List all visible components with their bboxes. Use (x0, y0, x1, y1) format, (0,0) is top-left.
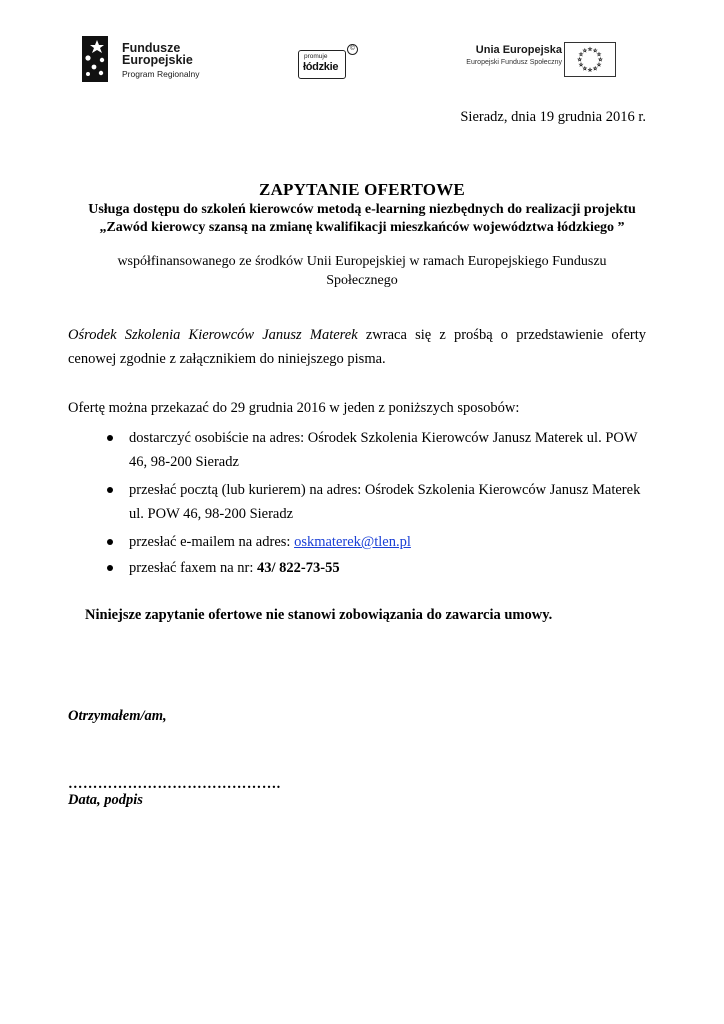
eu-star (579, 53, 582, 56)
signature-line: ……………………………………. (68, 776, 281, 792)
lodz-logo-main: łódzkie (303, 61, 339, 73)
signature-label: Data, podpis (68, 792, 143, 808)
eu-flag-icon (564, 42, 616, 77)
eu-logo-line2: Europejski Fundusz Społeczny (466, 59, 562, 66)
header-logos (72, 28, 652, 88)
intro-paragraph (68, 323, 646, 371)
eu-star (583, 67, 586, 70)
fe-logo-line3: Program Regionalny (122, 69, 200, 79)
document-subtitle-line1: Usługa dostępu do szkoleń kierowców metodą e-learning niezbędnych do realizacji projektu (88, 202, 636, 217)
fe-logo-line1: Fundusze (122, 41, 181, 55)
fax-number: 43/ 822-73-55 (257, 560, 340, 576)
eu-star (588, 68, 591, 71)
eu-star (599, 58, 602, 61)
eu-star (579, 63, 582, 66)
eu-star (594, 67, 597, 70)
document-subtitle-line2: „Zawód kierowcy szansą na zmianę kwalifikacji mieszkańców województwa łódzkiego ” (99, 220, 625, 235)
fe-star-figure-icon (82, 36, 112, 84)
method-text: dostarczyć osobiście na adres: Ośrodek Szkolenia Kierowców Janusz Materek ul. POW 46, 98-200 Sieradz (129, 430, 638, 470)
lodz-logo-small: promuje (304, 53, 328, 60)
bullet-icon (107, 539, 113, 545)
intro-company-name: Ośrodek Szkolenia Kierowców Janusz Materek (68, 327, 358, 343)
eu-logo-line1: Unia Europejska (475, 44, 562, 56)
submission-methods-list (100, 426, 648, 584)
eu-star (578, 58, 581, 61)
cofinancing-note: współfinansowanego ze środków Unii Europejskiej w ramach Europejskiego Funduszu Społecznego (117, 254, 607, 288)
offer-intro: Ofertę można przekazać do 29 grudnia 2016 w jeden z poniższych sposobów: (68, 400, 520, 416)
eu-star (597, 53, 600, 56)
non-binding-notice: Niniejsze zapytanie ofertowe nie stanowi zobowiązania do zawarcia umowy. (85, 607, 553, 623)
bullet-icon (107, 565, 113, 571)
received-label: Otrzymałem/am, (68, 708, 167, 724)
list-item (100, 530, 648, 554)
email-link[interactable]: oskmaterek@tlen.pl (294, 534, 411, 550)
copyright-icon: © (347, 44, 358, 55)
document-title: ZAPYTANIE OFERTOWE (259, 180, 465, 199)
method-text: przesłać e-mailem na adres: (129, 534, 295, 550)
method-text: przesłać faxem na nr: (129, 560, 258, 576)
eu-logo-text (440, 44, 562, 66)
list-item (100, 478, 648, 526)
fe-logo-line2: Europejskie (122, 53, 193, 67)
list-item (100, 426, 648, 474)
method-text: przesłać pocztą (lub kurierem) na adres: Ośrodek Szkolenia Kierowców Janusz Materek ul. POW 46, 98-200 Sieradz (129, 482, 641, 522)
fundusze-europejskie-logo (82, 36, 222, 84)
bullet-icon (107, 487, 113, 493)
eu-star (594, 49, 597, 52)
eu-star (597, 63, 600, 66)
list-item (100, 556, 648, 580)
intro-text: zwraca się z prośbą o przedstawienie oferty cenowej zgodnie z załącznikiem do niniejszego pisma. (68, 327, 647, 367)
eu-star (588, 47, 591, 50)
promuje-lodzkie-logo (298, 44, 355, 82)
bullet-icon (107, 435, 113, 441)
document-date: Sieradz, dnia 19 grudnia 2016 r. (460, 109, 646, 125)
eu-star (583, 49, 586, 52)
